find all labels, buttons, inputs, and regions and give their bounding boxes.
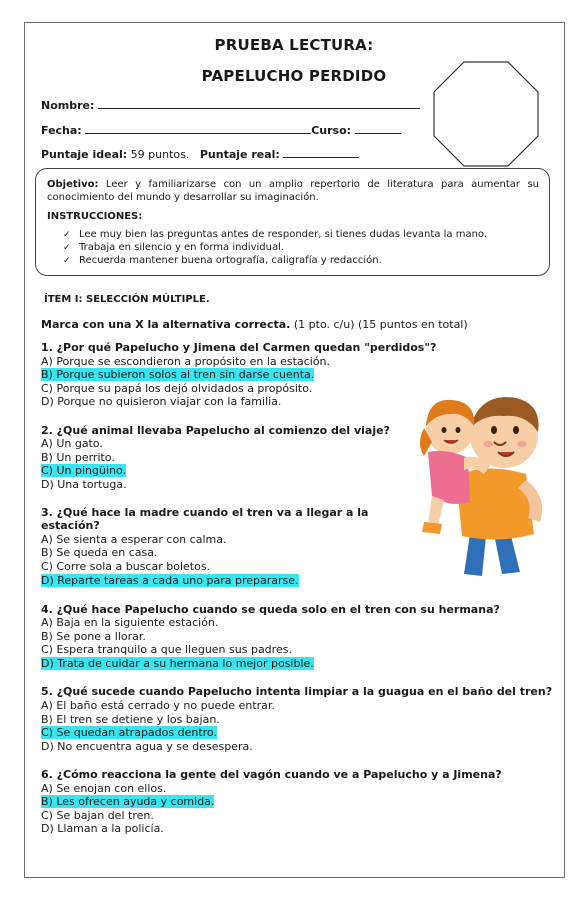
page-subtitle: PAPELUCHO PERDIDO (201, 67, 387, 85)
section-title: ÍTEM I: SELECCIÓN MÚLTIPLE. (44, 294, 210, 305)
answer-option-highlighted[interactable]: C) Se quedan atrapados dentro. (41, 726, 217, 739)
answer-option-highlighted[interactable]: D) Trata de cuidar a su hermana lo mejor posible. (41, 657, 314, 670)
check-icon: ✓ (63, 256, 71, 266)
grade-octagon (432, 60, 540, 168)
course-line[interactable] (355, 122, 401, 134)
score-field: Puntaje ideal: 59 puntos. Puntaje real: (41, 146, 359, 161)
answer-option-highlighted[interactable]: C) Un pingüino. (41, 464, 127, 477)
course-label: Curso: (311, 124, 352, 137)
answer-option[interactable]: D) Llaman a la policía. (41, 822, 164, 835)
answer-option-highlighted[interactable]: B) Porque subieron solos al tren sin darse cuenta. (41, 368, 315, 381)
real-score-label: Puntaje real: (199, 148, 280, 161)
instruction-item: ✓ Recuerda mantener buena ortografía, caligrafía y redacción. (63, 255, 382, 266)
answer-option[interactable]: A) Un gato. (41, 437, 103, 450)
answer-option[interactable]: C) Porque su papá los dejó olvidados a propósito. (41, 382, 313, 395)
name-field[interactable]: Nombre: (41, 97, 420, 112)
children-hug-illustration (398, 384, 566, 580)
answer-option[interactable]: B) Se queda en casa. (41, 546, 158, 559)
ideal-score-value: 59 puntos. (130, 148, 190, 161)
real-score-line[interactable] (283, 146, 359, 158)
answer-option[interactable]: B) Se pone a llorar. (41, 630, 146, 643)
question-3-continued: estación? (41, 519, 100, 532)
answer-option[interactable]: A) Porque se escondieron a propósito en la estación. (41, 355, 331, 368)
answer-option[interactable]: A) El baño está cerrado y no puede entrar. (41, 699, 275, 712)
question-6: 6. ¿Cómo reacciona la gente del vagón cuando ve a Papelucho y a Jimena? (41, 768, 502, 781)
answer-option[interactable]: B) El tren se detiene y los bajan. (41, 713, 220, 726)
question-3: 3. ¿Qué hace la madre cuando el tren va a llegar a la (41, 506, 369, 519)
date-field[interactable]: Fecha: Curso: (41, 122, 401, 137)
answer-option[interactable]: C) Espera tranquilo a que lleguen sus padres. (41, 643, 292, 656)
question-5: 5. ¿Qué sucede cuando Papelucho intenta limpiar a la guagua en el baño del tren? (41, 685, 553, 698)
answer-option[interactable]: A) Baja en la siguiente estación. (41, 616, 219, 629)
check-icon: ✓ (63, 243, 71, 253)
answer-option[interactable]: A) Se sienta a esperar con calma. (41, 533, 227, 546)
name-line[interactable] (98, 97, 420, 109)
check-icon: ✓ (63, 230, 71, 240)
question-1: 1. ¿Por qué Papelucho y Jimena del Carmen quedan "perdidos"? (41, 341, 437, 354)
answer-option-highlighted[interactable]: B) Les ofrecen ayuda y comida. (41, 795, 215, 808)
question-2: 2. ¿Qué animal llevaba Papelucho al comienzo del viaje? (41, 424, 390, 437)
instructions-title: INSTRUCCIONES: (47, 211, 143, 222)
section-instruction: Marca con una X la alternativa correcta. (1 pto. c/u) (15 puntos en total) (41, 318, 468, 331)
answer-option[interactable]: D) Una tortuga. (41, 478, 127, 491)
answer-option[interactable]: B) Un perrito. (41, 451, 115, 464)
answer-option[interactable]: C) Se bajan del tren. (41, 809, 154, 822)
question-4: 4. ¿Qué hace Papelucho cuando se queda solo en el tren con su hermana? (41, 603, 500, 616)
answer-option[interactable]: D) No encuentra agua y se desespera. (41, 740, 253, 753)
answer-option[interactable]: C) Corre sola a buscar boletos. (41, 560, 211, 573)
answer-option[interactable]: D) Porque no quisieron viajar con la familia. (41, 395, 282, 408)
objective-text: Objetivo: Leer y familiarizarse con un amplio repertorio de literatura para aumentar su conocimiento del mundo y desarrollar su imaginación. (47, 179, 539, 203)
page-title: PRUEBA LECTURA: (214, 36, 374, 54)
objective-label: Objetivo: (47, 179, 99, 190)
answer-option-highlighted[interactable]: D) Reparte tareas a cada uno para prepararse. (41, 574, 299, 587)
instruction-item: ✓ Trabaja en silencio y en forma individual. (63, 242, 285, 253)
date-line[interactable] (85, 122, 311, 134)
instruction-item: ✓ Lee muy bien las preguntas antes de responder, si tienes dudas levanta la mano. (63, 229, 488, 240)
answer-option[interactable]: A) Se enojan con ellos. (41, 782, 167, 795)
